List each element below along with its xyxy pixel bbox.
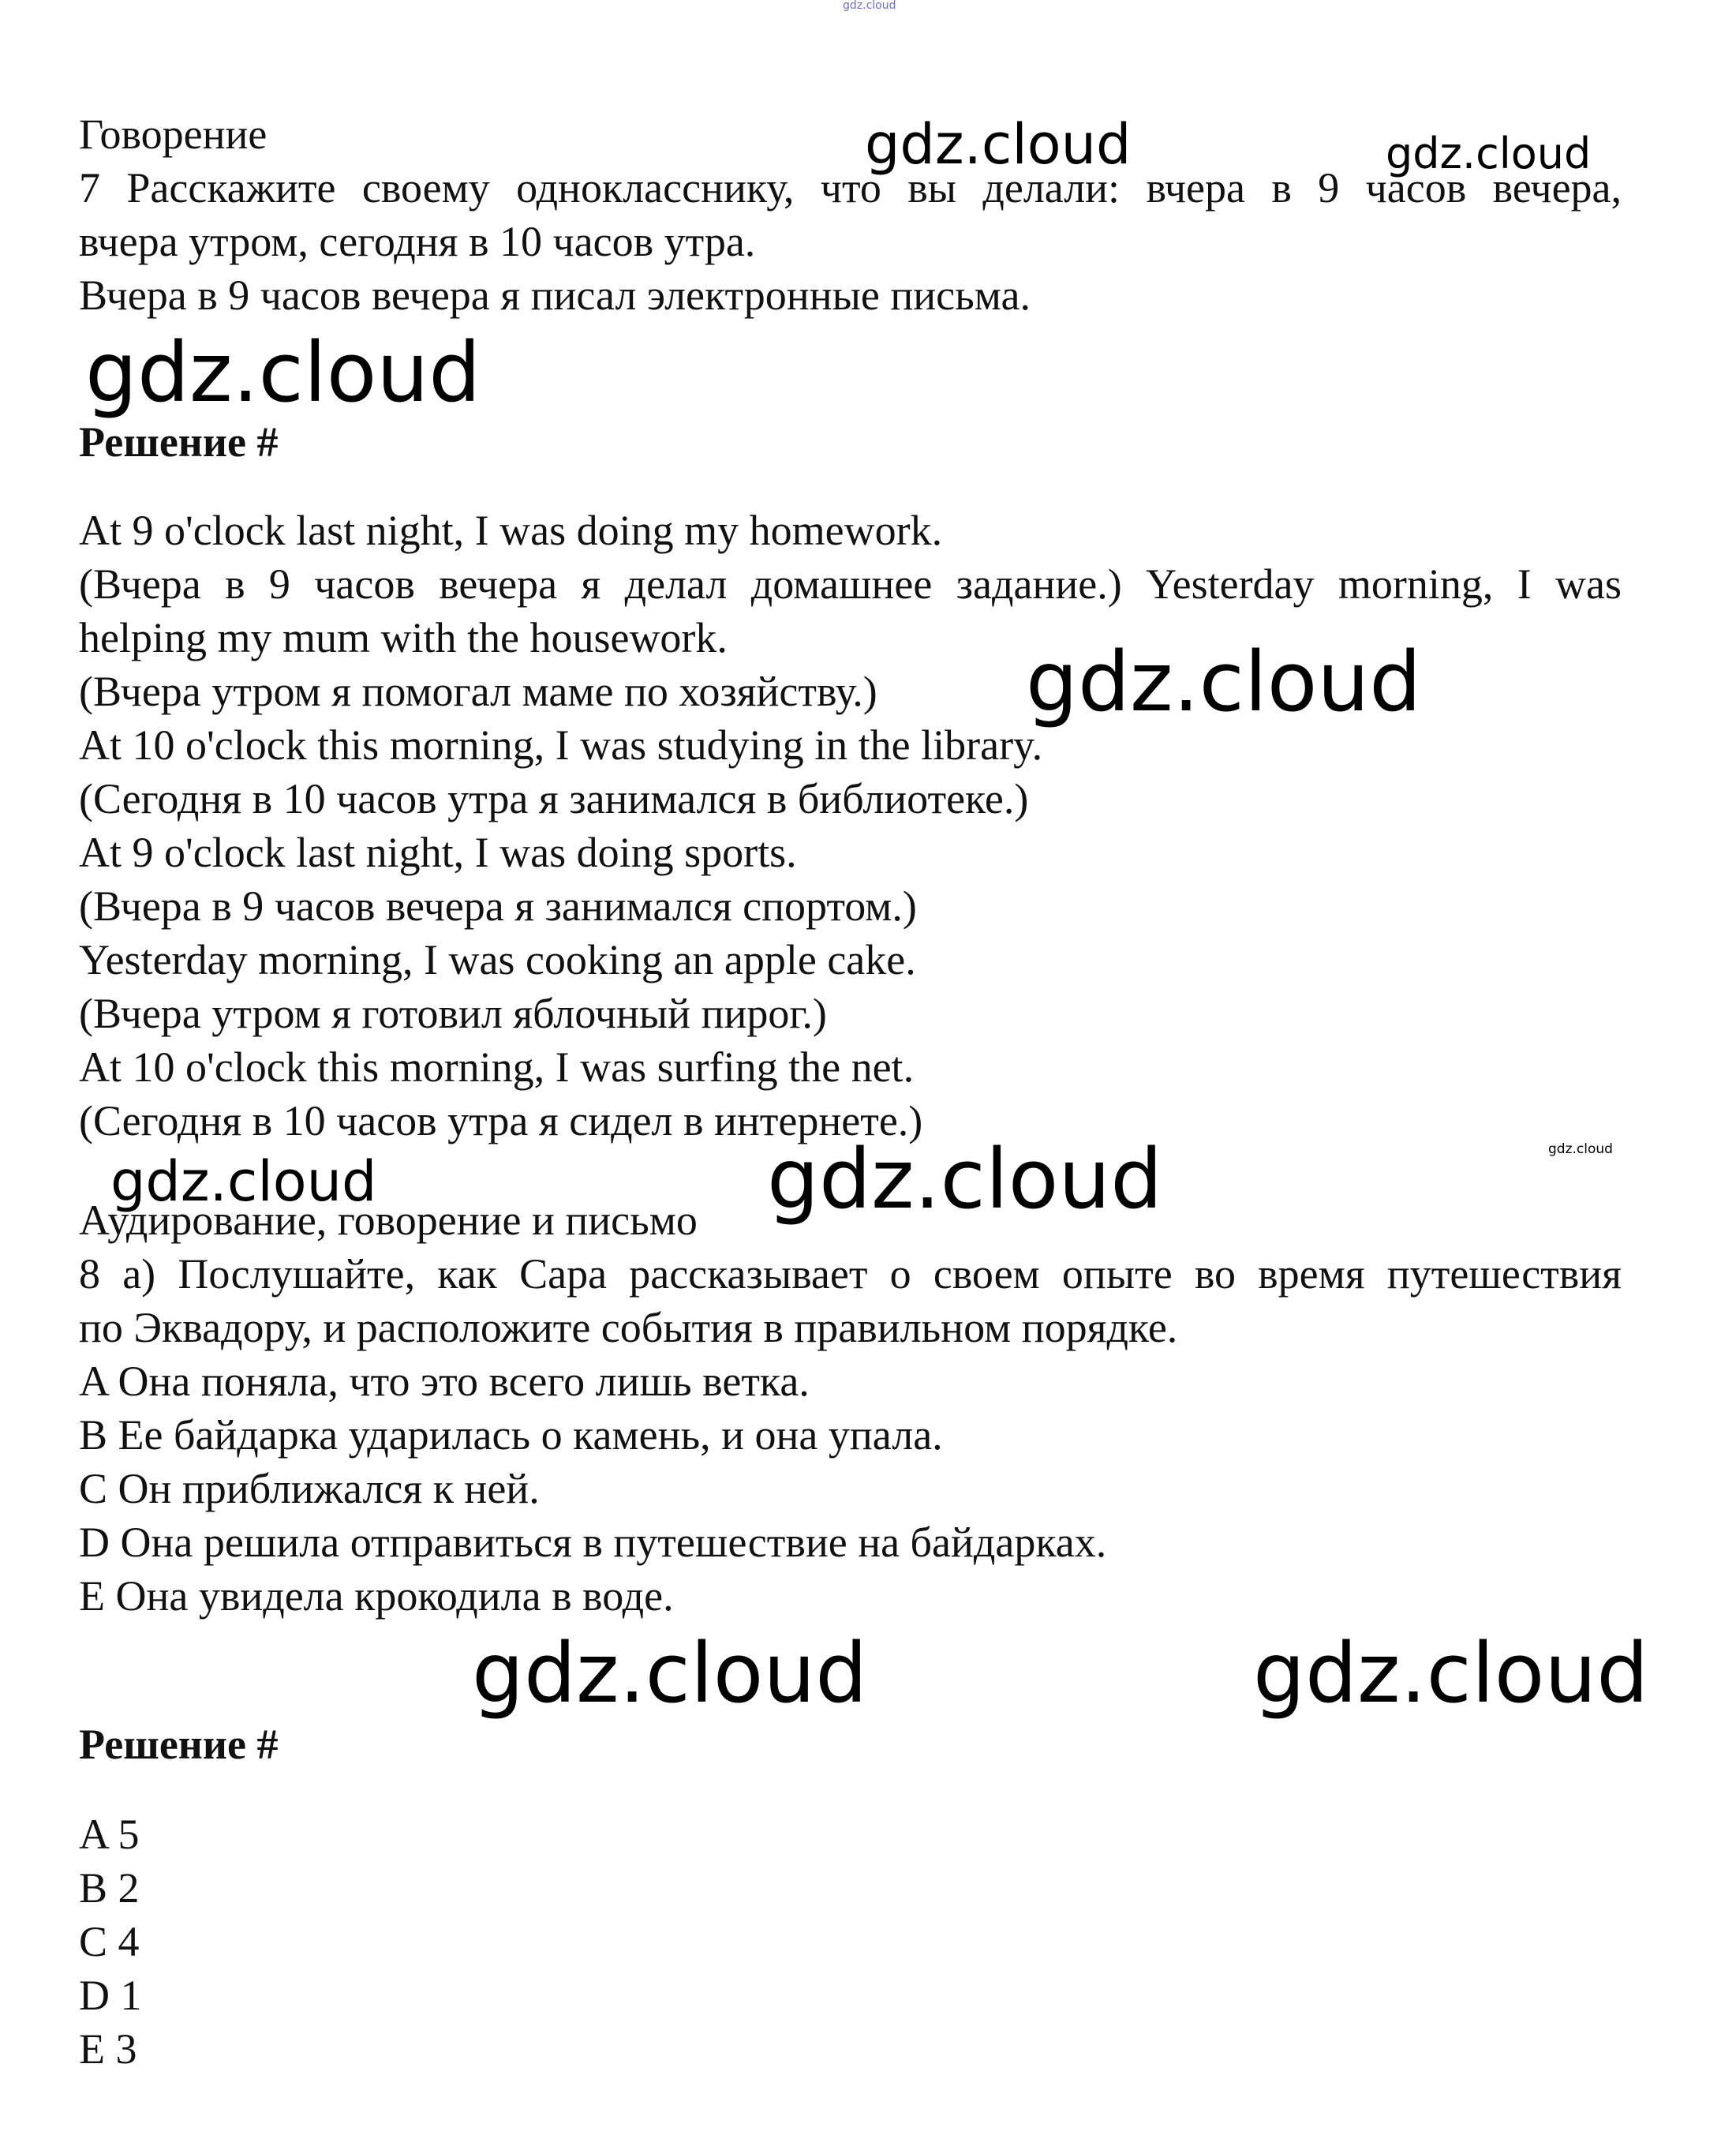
event-item: C Он приближался к ней. <box>79 1465 540 1512</box>
event-item: A Она поняла, что это всего лишь ветка. <box>79 1358 810 1405</box>
answer-item: E 3 <box>79 2025 137 2073</box>
watermark: gdz.cloud <box>865 112 1132 177</box>
section-heading-listening: Аудирование, говорение и письмо <box>79 1197 698 1244</box>
solution-label: Решение # <box>79 1721 279 1768</box>
solution-line: (Вчера в 9 часов вечера я делал домашнее задание.) Yesterday morning, I was <box>79 560 1622 608</box>
event-item: B Ее байдарка ударилась о камень, и она упала. <box>79 1411 943 1459</box>
solution-line: (Вчера утром я готовил яблочный пирог.) <box>79 990 827 1037</box>
task-8-text-line2: по Эквадору, и расположите события в правильном порядке. <box>79 1304 1178 1351</box>
solution-line: (Вчера утром я помогал маме по хозяйству.) <box>79 668 877 715</box>
solution-line: At 9 o'clock last night, I was doing sports. <box>79 829 797 876</box>
watermark: gdz.cloud <box>472 1625 868 1721</box>
solution-line: At 10 o'clock this morning, I was surfing the net. <box>79 1043 915 1091</box>
answer-item: A 5 <box>79 1811 140 1858</box>
answer-item: C 4 <box>79 1918 140 1965</box>
watermark: gdz.cloud <box>85 324 481 421</box>
watermark-top-small: gdz.cloud <box>843 0 896 12</box>
task-8-text-line1: 8 a) Послушайте, как Сара рассказывает о своем опыте во время путешествия <box>79 1250 1622 1298</box>
solution-line: At 9 o'clock last night, I was doing my homework. <box>79 507 943 554</box>
watermark: gdz.cloud <box>1386 129 1592 178</box>
watermark: gdz.cloud <box>110 1149 377 1214</box>
task-7-example: Вчера в 9 часов вечера я писал электронные письма. <box>79 272 1031 319</box>
solution-line: (Сегодня в 10 часов утра я сидел в интернете.) <box>79 1097 923 1144</box>
watermark: gdz.cloud <box>1253 1625 1649 1721</box>
solution-line: At 10 o'clock this morning, I was studying in the library. <box>79 721 1043 769</box>
event-item: E Она увидела крокодила в воде. <box>79 1572 674 1620</box>
section-heading-speaking: Говорение <box>79 110 268 158</box>
event-item: D Она решила отправиться в путешествие на байдарках. <box>79 1519 1107 1566</box>
answer-item: D 1 <box>79 1972 142 2019</box>
task-7-text-line2: вчера утром, сегодня в 10 часов утра. <box>79 218 756 265</box>
watermark: gdz.cloud <box>1026 634 1422 730</box>
solution-line: Yesterday morning, I was cooking an apple cake. <box>79 936 916 983</box>
solution-line: helping my mum with the housework. <box>79 614 728 661</box>
answer-item: B 2 <box>79 1864 140 1912</box>
watermark-small: gdz.cloud <box>1548 1141 1613 1157</box>
solution-line: (Вчера в 9 часов вечера я занимался спортом.) <box>79 882 917 930</box>
solution-label: Решение # <box>79 418 279 466</box>
task-7-text-line1: 7 Расскажите своему однокласснику, что вы делали: вчера в 9 часов вечера, <box>79 164 1622 212</box>
watermark: gdz.cloud <box>767 1131 1163 1227</box>
solution-line: (Сегодня в 10 часов утра я занимался в библиотеке.) <box>79 775 1029 822</box>
